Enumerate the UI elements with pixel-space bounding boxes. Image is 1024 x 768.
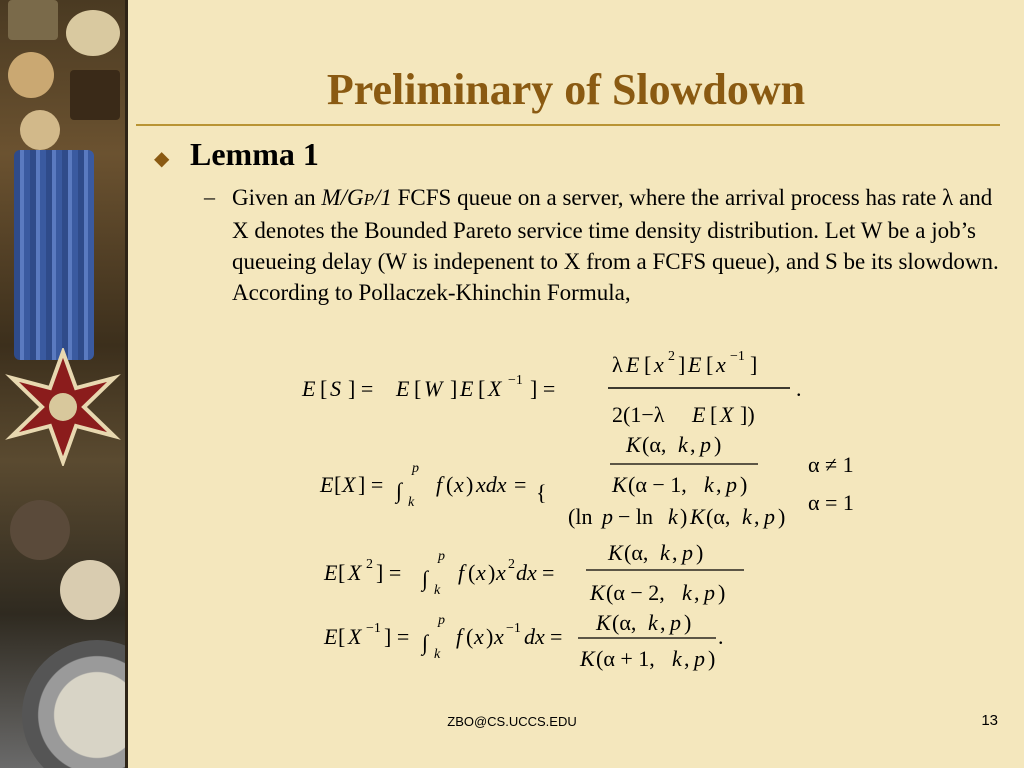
svg-text:∫: ∫: [396, 478, 403, 503]
svg-text:.: .: [718, 624, 724, 649]
svg-text:,: ,: [690, 432, 696, 457]
svg-text:k: k: [742, 504, 752, 529]
svg-text:X: X: [488, 376, 502, 401]
diamond-bullet-icon: ◆: [154, 148, 170, 170]
svg-text:λ: λ: [612, 352, 623, 377]
svg-text:E: E: [324, 624, 338, 649]
svg-text:]: ]: [450, 376, 458, 401]
svg-text:−1: −1: [508, 373, 523, 388]
svg-text:k: k: [704, 472, 714, 497]
svg-text:W: W: [424, 376, 443, 401]
svg-text:): ): [740, 472, 748, 497]
svg-text:−1: −1: [366, 621, 381, 636]
page-number: 13: [981, 712, 998, 729]
svg-text:): ): [486, 624, 494, 649]
svg-text:p: p: [602, 504, 613, 529]
svg-text:p: p: [726, 472, 737, 497]
svg-text:[: [: [478, 376, 486, 401]
svg-text:]: ]: [750, 352, 758, 377]
svg-text:(α − 1,: (α − 1,: [628, 472, 687, 497]
svg-text:.: .: [796, 376, 802, 401]
svg-text:p: p: [764, 504, 775, 529]
svg-text:] =: ] =: [530, 376, 556, 401]
svg-text:,: ,: [684, 646, 690, 671]
svg-text:k: k: [678, 432, 688, 457]
svg-text:[: [: [334, 472, 342, 497]
svg-text:E: E: [626, 352, 640, 377]
svg-text:k: k: [668, 504, 678, 529]
svg-text:K: K: [690, 504, 705, 529]
slide-title: Preliminary of Slowdown: [326, 65, 806, 114]
svg-text:x: x: [496, 560, 506, 585]
svg-text:K: K: [612, 472, 627, 497]
svg-text:E: E: [688, 352, 702, 377]
svg-text:p: p: [670, 610, 681, 635]
svg-text:]: ]: [678, 352, 686, 377]
lemma-prefix: Given an: [232, 185, 322, 210]
svg-text:E: E: [324, 560, 338, 585]
svg-text:f: f: [456, 624, 463, 649]
svg-text:): ): [466, 472, 474, 497]
footer-email: ZBO@CS.UCCS.EDU: [447, 714, 577, 729]
equations: [296, 340, 856, 680]
svg-text:(: (: [466, 624, 474, 649]
svg-text:,: ,: [694, 580, 700, 605]
svg-text:[: [: [710, 402, 718, 427]
svg-text:p: p: [694, 646, 705, 671]
svg-text:dx: dx: [516, 560, 537, 585]
svg-text:2: 2: [508, 557, 515, 572]
svg-text:]): ]): [740, 402, 755, 427]
svg-text:): ): [696, 540, 704, 565]
svg-text:x: x: [476, 560, 486, 585]
svg-text:k: k: [434, 583, 441, 598]
svg-text:(α,: (α,: [624, 540, 649, 565]
svg-text:k: k: [648, 610, 658, 635]
svg-text:x: x: [454, 472, 464, 497]
svg-text:X: X: [720, 402, 734, 427]
svg-text:xdx: xdx: [476, 472, 507, 497]
svg-text:E: E: [302, 376, 316, 401]
svg-text:{: {: [536, 480, 547, 505]
svg-text:(α,: (α,: [642, 432, 667, 457]
svg-text:[: [: [644, 352, 652, 377]
svg-text:,: ,: [660, 610, 666, 635]
svg-text:−1: −1: [506, 621, 521, 636]
equation-slowdown: [301, 349, 802, 427]
svg-text:(α + 1,: (α + 1,: [596, 646, 655, 671]
svg-text:k: k: [408, 495, 415, 510]
equation-ex: [319, 432, 854, 529]
lemma-heading: Lemma 1: [190, 136, 319, 172]
svg-text:): ): [680, 504, 688, 529]
svg-text:− ln: − ln: [618, 504, 654, 529]
svg-text:k: k: [660, 540, 670, 565]
svg-text:E: E: [692, 402, 706, 427]
svg-text:] =: ] =: [358, 472, 384, 497]
svg-text:E: E: [396, 376, 410, 401]
svg-text:dx: dx: [524, 624, 545, 649]
svg-text:K: K: [580, 646, 595, 671]
svg-text:α = 1: α = 1: [808, 490, 854, 515]
svg-text:[: [: [414, 376, 422, 401]
svg-text:p: p: [438, 613, 445, 628]
svg-text:X: X: [348, 624, 362, 649]
svg-text:[: [: [320, 376, 328, 401]
svg-text:,: ,: [716, 472, 722, 497]
svg-text:): ): [718, 580, 726, 605]
svg-text:(α,: (α,: [706, 504, 731, 529]
svg-text:(α,: (α,: [612, 610, 637, 635]
svg-text:] =: ] =: [376, 560, 402, 585]
svg-text:): ): [488, 560, 496, 585]
svg-text:[: [: [706, 352, 714, 377]
svg-text:x: x: [494, 624, 504, 649]
svg-text:K: K: [596, 610, 611, 635]
svg-text:S: S: [330, 376, 341, 401]
svg-text:=: =: [542, 560, 555, 585]
svg-text:[: [: [338, 624, 346, 649]
svg-text:K: K: [608, 540, 623, 565]
dash-icon: –: [204, 184, 215, 209]
svg-text:f: f: [436, 472, 443, 497]
svg-text:): ): [778, 504, 786, 529]
svg-text:): ): [714, 432, 722, 457]
svg-text:X: X: [342, 472, 356, 497]
svg-text:p: p: [700, 432, 711, 457]
svg-text:k: k: [682, 580, 692, 605]
svg-text:k: k: [434, 647, 441, 662]
svg-text:X: X: [348, 560, 362, 585]
svg-text:=: =: [550, 624, 563, 649]
svg-text:−1: −1: [730, 349, 745, 364]
svg-text:E: E: [460, 376, 474, 401]
svg-text:p: p: [412, 461, 419, 476]
svg-text:K: K: [590, 580, 605, 605]
svg-text:,: ,: [672, 540, 678, 565]
lemma-rest: FCFS queue on a server, where the arrival process has rate λ and X denotes the Bounded Pareto service time density distribution. Let W be a job’s queueing delay (W is indepenent to X from a FCFS queue), and S be its slowdown. According to Pollaczek-Khinchin Formula,: [232, 185, 999, 305]
svg-text:α ≠ 1: α ≠ 1: [808, 452, 854, 477]
equation-ex-inv: [323, 610, 724, 671]
svg-text:): ): [684, 610, 692, 635]
svg-text:=: =: [514, 472, 527, 497]
svg-text:2: 2: [668, 349, 675, 364]
lemma-statement: [232, 182, 1004, 308]
svg-text:] =: ] =: [384, 624, 410, 649]
svg-text:(: (: [468, 560, 476, 585]
svg-text:): ): [708, 646, 716, 671]
equation-ex2: [323, 540, 744, 605]
svg-text:x: x: [474, 624, 484, 649]
svg-text:p: p: [438, 549, 445, 564]
svg-text:(: (: [446, 472, 454, 497]
title-divider: [136, 124, 1000, 126]
svg-text:2(1−λ: 2(1−λ: [612, 402, 665, 427]
svg-text:K: K: [626, 432, 641, 457]
svg-text:] =: ] =: [348, 376, 374, 401]
svg-text:x: x: [716, 352, 726, 377]
svg-text:(ln: (ln: [568, 504, 593, 529]
svg-text:E: E: [320, 472, 334, 497]
svg-text:(α − 2,: (α − 2,: [606, 580, 665, 605]
queue-type: M/GP/1: [321, 185, 392, 210]
decorative-side-image: [0, 0, 128, 768]
svg-text:2: 2: [366, 557, 373, 572]
svg-text:∫: ∫: [422, 566, 429, 591]
svg-text:p: p: [682, 540, 693, 565]
svg-text:k: k: [672, 646, 682, 671]
svg-text:f: f: [458, 560, 465, 585]
svg-text:p: p: [704, 580, 715, 605]
svg-text:∫: ∫: [422, 630, 429, 655]
svg-text:[: [: [338, 560, 346, 585]
svg-text:x: x: [654, 352, 664, 377]
svg-text:,: ,: [754, 504, 760, 529]
